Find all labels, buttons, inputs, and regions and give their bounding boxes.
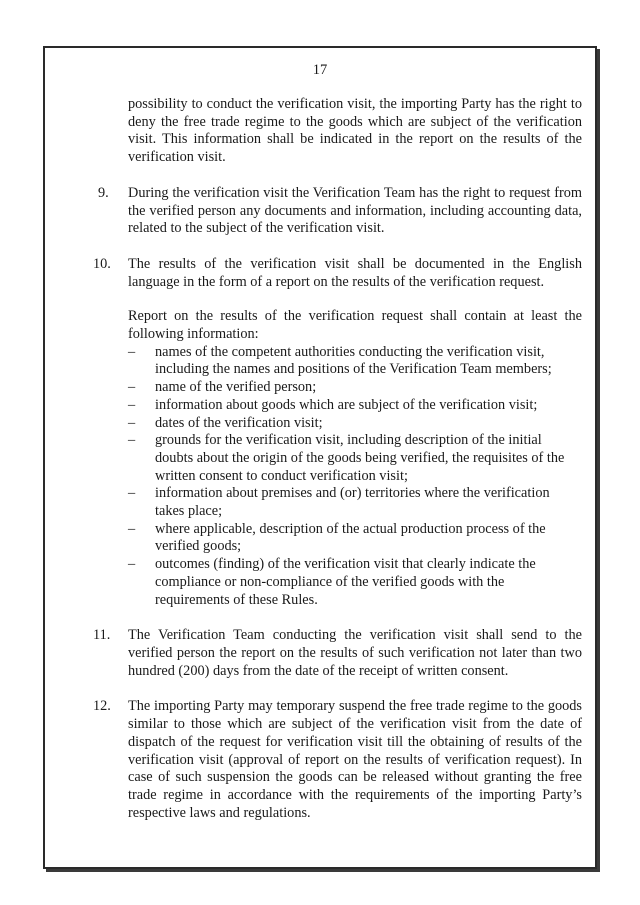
paragraph-11 — [82, 627, 582, 680]
list-item: – information about premises and (or) territories where the verification takes place; — [128, 485, 550, 520]
document-body — [82, 96, 582, 822]
paragraph-number: 12. — [93, 698, 111, 715]
paragraph-text: During the verification visit the Verification Team has the right to request from the verified person any documents and information, including accounting data, related to the subject of the verification visit. — [128, 184, 582, 237]
list-item: – dates of the verification visit; — [128, 414, 323, 431]
page-number: 17 — [312, 62, 328, 78]
paragraph-text: The importing Party may temporary suspend the free trade regime to the goods similar to those which are subject of the verification visit from the date of dispatch of the request for verification visit till the obtaining of results of the verification visit (approval of report on the results of verification request). In case of such suspension the goods can be released without granting the free trade regime in accordance with the requirements of the importing Party’s respective laws and regulations. — [128, 698, 582, 821]
list-item: – where applicable, description of the actual production process of the verified goods; — [128, 520, 546, 555]
list-item: – grounds for the verification visit, including description of the initial doubts about the origin of the goods being verified, the requisites of the written consent to conduct verification visit; — [128, 432, 565, 484]
paragraph-text: The results of the verification visit shall be documented in the English language in the form of a report on the results of the verification request. — [128, 255, 582, 290]
continuation-paragraph: possibility to conduct the verification visit, the importing Party has the right to deny the free trade regime to the goods which are subject of the verification visit. This information shall be indicated in the report on the results of the verification visit. — [128, 96, 582, 166]
list-item: – names of the competent authorities conducting the verification visit, including the names and positions of the Verification Team members; — [128, 343, 552, 378]
paragraph-12 — [82, 698, 582, 822]
list-item: – information about goods which are subject of the verification visit; — [128, 396, 538, 413]
report-intro: Report on the results of the verification request shall contain at least the following information: — [128, 308, 582, 343]
list-item: – name of the verified person; — [128, 379, 317, 396]
list-item: – outcomes (finding) of the verification visit that clearly indicate the compliance or non-compliance of the verified goods with the requirements of these Rules. — [128, 556, 536, 608]
paragraph-text: The Verification Team conducting the verification visit shall send to the verified person the report on the results of such verification not later than two hundred (200) days from the date of the receipt of written consent. — [128, 627, 582, 679]
paragraph-number: 11. — [93, 627, 111, 644]
paragraph-number: 10. — [93, 255, 111, 272]
report-requirements-list — [82, 344, 582, 610]
paragraph-9 — [82, 185, 582, 238]
paragraph-10 — [82, 256, 582, 291]
paragraph-number: 9. — [98, 184, 109, 201]
